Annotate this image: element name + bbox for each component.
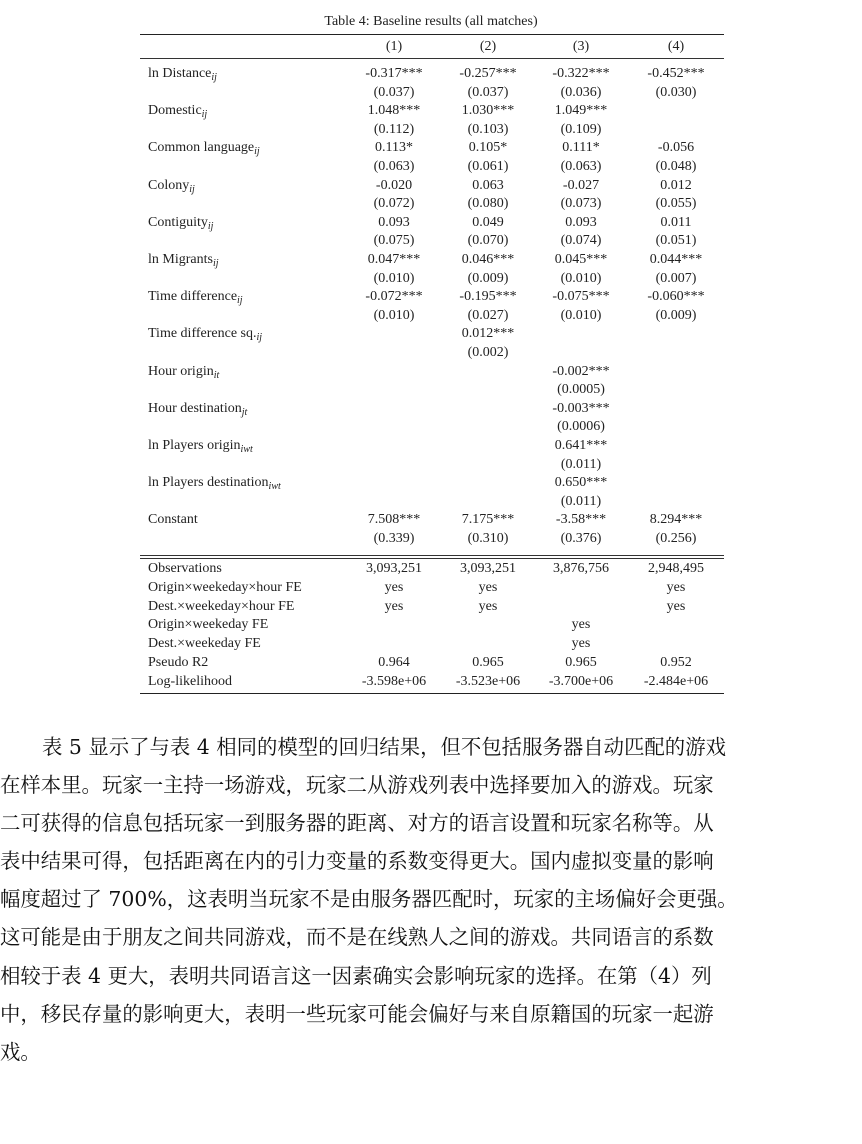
coefficient-cell: -0.002*** <box>552 363 610 379</box>
standard-error-row <box>140 121 724 139</box>
coefficient-cell: -0.257*** <box>459 66 517 81</box>
standard-error-cell: (0.0006) <box>557 419 605 435</box>
standard-error-row <box>140 158 724 176</box>
coefficient-cell: 8.294*** <box>649 512 703 528</box>
statistic-row <box>140 654 724 672</box>
standard-error-row <box>140 418 724 436</box>
coefficient-cell: 0.012*** <box>461 326 515 342</box>
paragraph-line: 表 5 显示了与表 4 相同的模型的回归结果，但不包括服务器自动匹配的游戏 <box>42 735 726 759</box>
statistic-cell: yes <box>478 598 498 614</box>
variable-label <box>148 363 219 381</box>
standard-error-cell: (0.055) <box>655 196 697 212</box>
standard-error-cell: (0.073) <box>560 196 602 212</box>
standard-error-cell: (0.070) <box>467 233 509 249</box>
standard-error-cell: (0.048) <box>655 159 697 174</box>
standard-error-cell: (0.007) <box>655 270 697 286</box>
variable-subscript: ij <box>189 183 195 195</box>
statistic-cell: -3.523e+06 <box>455 673 521 689</box>
variable-name: Domestic <box>148 103 202 119</box>
variable-subscript: ij <box>207 220 214 232</box>
statistic-cell: 3,093,251 <box>366 561 422 576</box>
standard-error-cell: (0.009) <box>467 270 509 286</box>
coefficient-cell: 0.046*** <box>461 252 515 267</box>
statistic-cell: 0.952 <box>660 655 692 670</box>
table-caption: Table 4: Baseline results (all matches) <box>324 14 538 29</box>
coefficient-row <box>140 511 724 529</box>
column-header: (1) <box>385 39 403 54</box>
coefficient-cell: 0.641*** <box>554 438 608 453</box>
statistic-label: Log-likelihood <box>148 673 232 689</box>
standard-error-cell: (0.030) <box>655 84 697 100</box>
standard-error-cell: (0.010) <box>373 307 415 323</box>
variable-subscript: iwt <box>240 444 253 455</box>
statistic-cell: yes <box>384 579 404 595</box>
statistic-cell: yes <box>478 579 498 595</box>
statistic-cell: -3.700e+06 <box>548 673 614 689</box>
standard-error-row <box>140 493 724 511</box>
variable-label <box>148 325 262 343</box>
statistic-row <box>140 635 724 653</box>
statistic-row <box>140 673 724 691</box>
statistic-label: Dest.×weekeday FE <box>148 636 261 652</box>
standard-error-cell: (0.002) <box>467 345 509 360</box>
variable-label <box>148 288 243 306</box>
coefficient-cell: 0.111* <box>562 140 600 156</box>
standard-error-cell: (0.036) <box>560 84 602 100</box>
stats-rule-upper <box>140 555 724 556</box>
paragraph-line: 在样本里。玩家一主持一场游戏，玩家二从游戏列表中选择要加入的游戏。玩家 <box>0 773 714 798</box>
statistic-label: Origin×weekeday FE <box>148 617 269 633</box>
coefficient-row <box>140 139 724 157</box>
statistic-row <box>140 579 724 597</box>
variable-label <box>148 177 195 195</box>
stats-rule-lower <box>140 558 724 559</box>
coefficient-row <box>140 474 724 492</box>
standard-error-cell: (0.063) <box>373 159 415 174</box>
standard-error-row <box>140 530 724 548</box>
column-header: (3) <box>572 39 590 54</box>
variable-name: Hour destination <box>148 400 242 416</box>
standard-error-row <box>140 232 724 250</box>
coefficient-cell: -0.317*** <box>365 66 423 81</box>
coefficient-cell: 0.093 <box>565 214 597 230</box>
standard-error-row <box>140 456 724 474</box>
variable-name: ln Players destination <box>148 475 269 491</box>
coefficient-cell: -0.020 <box>375 177 413 193</box>
statistic-cell: yes <box>384 598 404 614</box>
standard-error-cell: (0.112) <box>373 121 415 137</box>
coefficient-cell: -0.072*** <box>365 289 423 305</box>
statistic-label: Pseudo R2 <box>148 655 209 670</box>
statistic-cell: yes <box>666 579 686 595</box>
table-bottom-rule <box>140 693 724 694</box>
standard-error-cell: (0.256) <box>655 531 697 546</box>
statistic-cell: yes <box>571 617 591 633</box>
variable-label <box>148 139 260 157</box>
coefficient-cell: 0.063 <box>472 177 504 193</box>
coefficient-row <box>140 325 724 343</box>
coefficient-cell: 7.508*** <box>367 512 421 528</box>
variable-name: Time difference sq. <box>148 326 257 342</box>
header-rule <box>140 58 724 59</box>
statistic-cell: 0.964 <box>378 655 410 670</box>
standard-error-cell: (0.103) <box>467 121 509 137</box>
standard-error-cell: (0.010) <box>373 270 415 286</box>
standard-error-row <box>140 381 724 399</box>
column-header-row <box>140 38 724 56</box>
coefficient-cell: 0.045*** <box>554 252 608 267</box>
standard-error-cell: (0.310) <box>467 531 509 546</box>
coefficient-row <box>140 177 724 195</box>
coefficient-cell: 0.047*** <box>367 252 421 267</box>
coefficient-cell: -0.322*** <box>552 66 610 81</box>
variable-subscript: iwt <box>268 481 281 493</box>
coefficient-cell: 0.044*** <box>649 252 703 267</box>
standard-error-cell: (0.027) <box>467 307 509 323</box>
variable-label <box>148 400 247 418</box>
paragraph-line: 幅度超过了 700%，这表明当玩家不是由服务器匹配时，玩家的主场偏好会更强。 <box>0 887 738 912</box>
variable-label <box>148 511 198 529</box>
body-paragraph <box>0 728 862 1071</box>
standard-error-cell: (0.339) <box>373 531 415 546</box>
standard-error-cell: (0.075) <box>373 233 415 249</box>
coefficient-row <box>140 102 724 120</box>
statistic-cell: yes <box>571 636 591 652</box>
standard-error-row <box>140 307 724 325</box>
statistic-cell: -2.484e+06 <box>643 673 709 689</box>
statistic-label: Origin×weekeday×hour FE <box>148 579 302 595</box>
standard-error-row <box>140 84 724 102</box>
standard-error-cell: (0.009) <box>655 307 697 323</box>
variable-name: Constant <box>148 512 198 528</box>
variable-subscript: ij <box>212 258 219 269</box>
variable-label <box>148 474 281 492</box>
coefficient-cell: 1.030*** <box>461 103 515 119</box>
variable-label <box>148 214 213 232</box>
standard-error-cell: (0.037) <box>373 84 415 100</box>
paragraph-line: 戏。 <box>0 1039 41 1064</box>
coefficient-cell: -0.003*** <box>552 400 610 416</box>
table-top-rule <box>140 34 724 35</box>
standard-error-cell: (0.037) <box>467 84 509 100</box>
coefficient-cell: -0.027 <box>562 177 600 193</box>
paragraph-line: 这可能是由于朋友之间共同游戏，而不是在线熟人之间的游戏。共同语言的系数 <box>0 925 714 950</box>
coefficient-cell: 0.650*** <box>554 475 608 491</box>
variable-label <box>148 65 217 83</box>
statistic-cell: yes <box>666 598 686 614</box>
coefficient-cell: 0.011 <box>660 214 692 230</box>
coefficient-row <box>140 363 724 381</box>
statistic-label: Observations <box>148 561 222 576</box>
variable-label <box>148 437 253 455</box>
statistic-cell: -3.598e+06 <box>361 673 427 689</box>
standard-error-cell: (0.063) <box>560 159 602 174</box>
variable-subscript: ij <box>254 146 260 158</box>
standard-error-cell: (0.051) <box>655 233 697 249</box>
coefficient-cell: -0.056 <box>657 140 695 156</box>
statistic-row <box>140 616 724 634</box>
statistic-row <box>140 560 724 578</box>
column-header: (4) <box>667 39 685 54</box>
coefficient-cell: 1.048*** <box>367 103 421 119</box>
variable-name: ln Migrants <box>148 252 213 267</box>
coefficient-cell: -0.060*** <box>647 289 705 305</box>
variable-subscript: ij <box>201 109 208 121</box>
coefficient-cell: 0.093 <box>378 214 410 230</box>
statistic-cell: 2,948,495 <box>648 561 704 576</box>
coefficient-cell: 1.049*** <box>554 103 608 119</box>
variable-subscript: ij <box>211 72 217 83</box>
standard-error-cell: (0.011) <box>560 493 602 509</box>
coefficient-cell: 7.175*** <box>461 512 515 528</box>
paragraph-line: 相较于表 4 更大，表明共同语言这一因素确实会影响玩家的选择。在第（4）列 <box>0 963 712 988</box>
standard-error-cell: (0.011) <box>560 456 602 472</box>
coefficient-cell: 0.113* <box>375 140 413 156</box>
statistic-label: Dest.×weekeday×hour FE <box>148 598 295 614</box>
coefficient-cell: 0.012 <box>660 177 692 193</box>
standard-error-cell: (0.080) <box>467 196 509 212</box>
statistic-cell: 3,876,756 <box>553 561 609 576</box>
standard-error-row <box>140 344 724 362</box>
variable-subscript: jt <box>241 406 248 418</box>
coefficient-cell: -0.452*** <box>647 66 705 81</box>
statistic-cell: 3,093,251 <box>460 561 516 576</box>
coefficient-cell: -3.58*** <box>555 512 607 528</box>
coefficient-cell: -0.075*** <box>552 289 610 305</box>
standard-error-cell: (0.109) <box>560 121 602 137</box>
variable-subscript: ij <box>237 295 243 307</box>
variable-name: Time difference <box>148 289 238 305</box>
paragraph-line: 二可获得的信息包括玩家一到服务器的距离、对方的语言设置和玩家名称等。从 <box>0 811 714 836</box>
variable-subscript: ij <box>256 332 263 344</box>
standard-error-cell: (0.010) <box>560 270 602 286</box>
coefficient-row <box>140 214 724 232</box>
standard-error-row <box>140 270 724 288</box>
paragraph-line: 中，移民存量的影响更大，表明一些玩家可能会偏好与来自原籍国的玩家一起游 <box>0 1001 714 1026</box>
coefficient-row <box>140 400 724 418</box>
column-header: (2) <box>479 39 497 54</box>
variable-name: ln Players origin <box>148 438 241 453</box>
statistic-cell: 0.965 <box>472 655 504 670</box>
variable-label <box>148 102 207 120</box>
statistic-row <box>140 598 724 616</box>
variable-name: Hour origin <box>148 363 214 379</box>
coefficient-row <box>140 437 724 455</box>
standard-error-row <box>140 195 724 213</box>
standard-error-cell: (0.376) <box>560 531 602 546</box>
variable-subscript: it <box>213 369 220 381</box>
coefficient-row <box>140 251 724 269</box>
statistic-cell: 0.965 <box>565 655 597 670</box>
variable-name: Common language <box>148 140 255 156</box>
variable-label <box>148 251 219 269</box>
standard-error-cell: (0.074) <box>560 233 602 249</box>
standard-error-cell: (0.010) <box>560 307 602 323</box>
paragraph-line: 表中结果可得，包括距离在内的引力变量的系数变得更大。国内虚拟变量的影响 <box>0 849 714 874</box>
variable-name: Contiguity <box>148 214 208 230</box>
variable-name: ln Distance <box>148 66 212 81</box>
variable-name: Colony <box>148 177 190 193</box>
standard-error-cell: (0.0005) <box>557 382 605 398</box>
coefficient-row <box>140 65 724 83</box>
coefficient-cell: 0.105* <box>468 140 508 156</box>
coefficient-cell: -0.195*** <box>459 289 517 305</box>
standard-error-cell: (0.061) <box>467 159 509 174</box>
standard-error-cell: (0.072) <box>373 196 415 212</box>
coefficient-row <box>140 288 724 306</box>
coefficient-cell: 0.049 <box>472 214 504 230</box>
